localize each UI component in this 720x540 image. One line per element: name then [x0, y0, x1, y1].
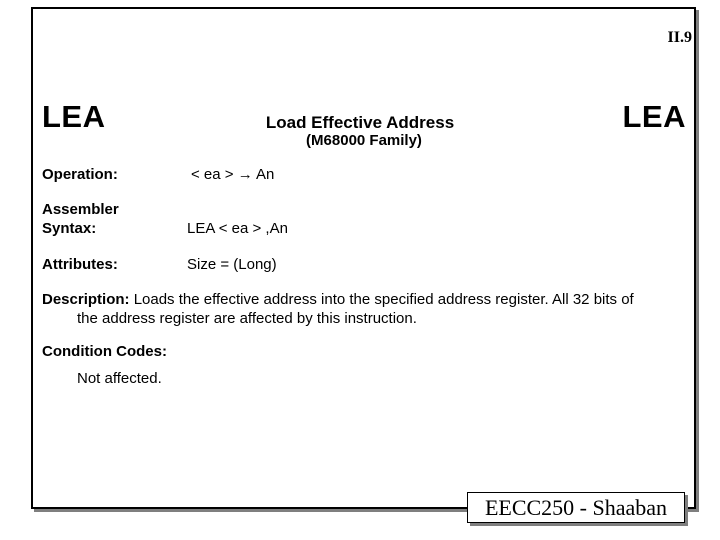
- page-number: II.9: [667, 29, 692, 46]
- description: [42, 290, 692, 328]
- description-label: Description:: [42, 291, 130, 308]
- description-line2: the address register are affected by this instruction.: [77, 310, 417, 327]
- description-line1: Loads the effective address into the specified address register. All 32 bits of: [133, 291, 634, 308]
- attributes-value: Size = (Long): [187, 256, 277, 273]
- instruction-subtitle: (M68000 Family): [306, 132, 422, 149]
- instruction-title: Load Effective Address: [265, 113, 455, 132]
- condition-codes-value: Not affected.: [77, 370, 162, 387]
- attributes-label: Attributes:: [42, 256, 118, 273]
- assembler-syntax-value: LEA < ea > ,An: [187, 220, 288, 237]
- course-footer: EECC250 - Shaaban: [467, 492, 685, 523]
- slide-frame: [31, 7, 696, 509]
- operation-label: Operation:: [42, 166, 118, 183]
- assembler-label: Assembler: [42, 201, 119, 218]
- syntax-label: Syntax:: [42, 220, 97, 237]
- mnemonic-right: LEA: [622, 99, 686, 134]
- mnemonic-left: LEA: [42, 99, 106, 134]
- operation-value: < ea > → An: [191, 166, 275, 183]
- condition-codes-label: Condition Codes:: [42, 343, 167, 360]
